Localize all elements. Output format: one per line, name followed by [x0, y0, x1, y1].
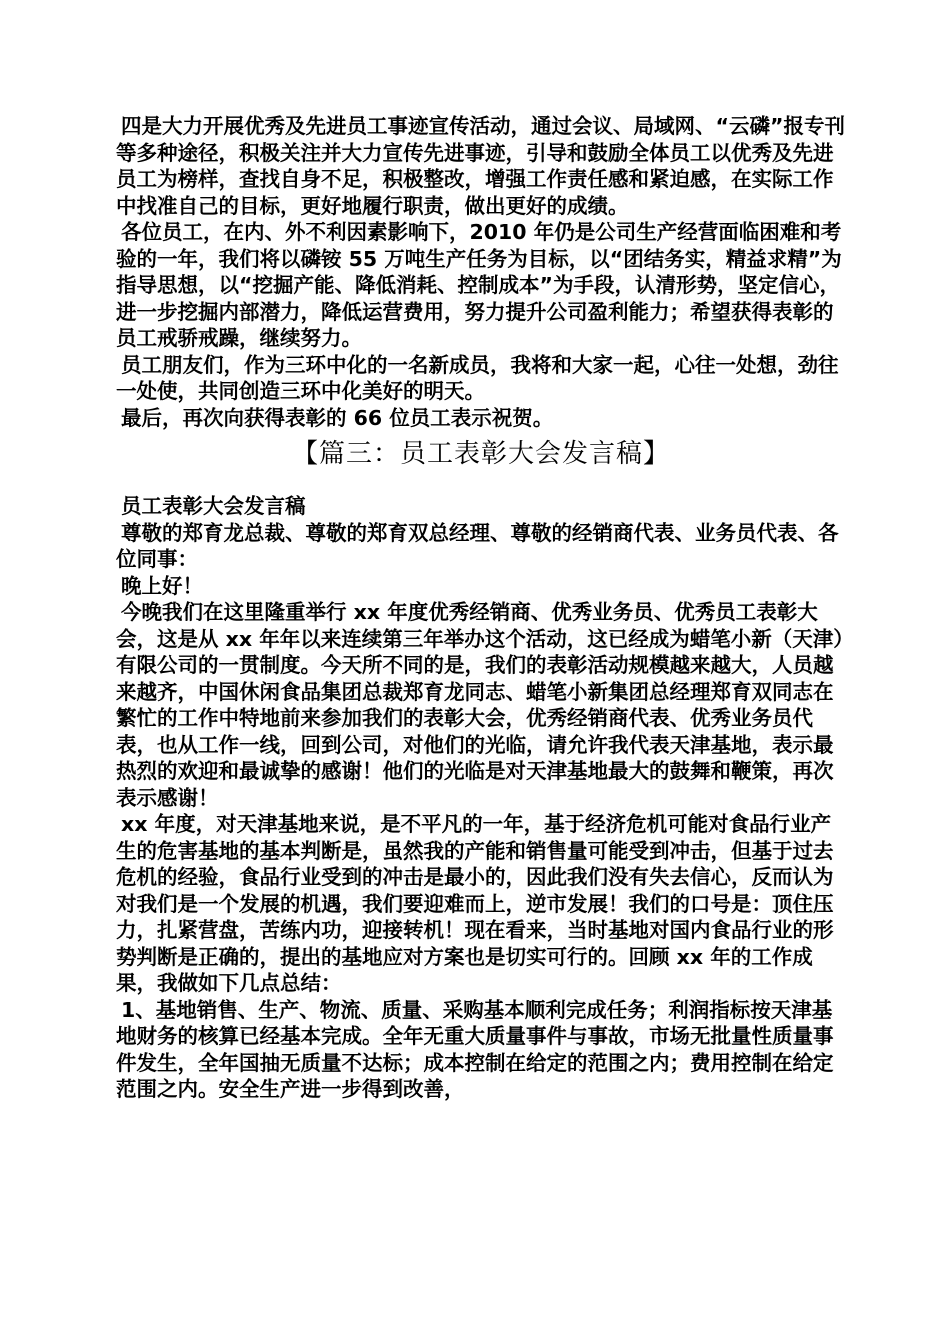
paragraph-year-review: xx 年度，对天津基地来说，是不平凡的一年，基于经济危机可能对食品行业产生的危害基地的基本判断是，虽然我的产能和销售量可能受到冲击，但基于过去危机的经验，食品行业受到的冲击是最小的，因此我们没有失去信心，反而认为对我们是一个发展的机遇，我们要迎难而上，逆市发展！我们的口号是：顶住压力，扎紧营盘，苦练内功，迎接转机！现在看来，当时基地对国内食品行业的形势判断是正确的，提出的基地应对方案也是切实可行的。回顾 xx 年的工作成果，我做如下几点总结： — [116, 812, 834, 995]
paragraph-ceremony-intro: 今晚我们在这里隆重举行 xx 年度优秀经销商、优秀业务员、优秀员工表彰大会，这是从 xx 年年以来连续第三年举办这个活动，这已经成为蜡笔小新（天津）有限公司的一贯制度。今天所不同的是，我们的表彰活动规模越来越大，人员越来越齐，中国休闲食品集团总裁郑育龙同志、蜡笔小新集团总经理郑育双同志在繁忙的工作中特地前来参加我们的表彰大会，优秀经销商代表、优秀业务员代表，也从工作一线，回到公司，对他们的光临，请允许我代表天津基地，表示最热烈的欢迎和最诚挚的感谢！他们的光临是对天津基地最大的鼓舞和鞭策，再次表示感谢！ — [116, 600, 844, 810]
paragraph-2010-outlook: 各位员工，在内、外不利因素影响下，2010 年仍是公司生产经营面临困难和考验的一年，我们将以磷铵 55 万吨生产任务为目标，以“团结务实，精益求精”为指导思想，以“挖掘产能、降低消耗、控制成本”为手段，认清形势，坚定信心，进一步挖掘内部潜力，降低运营费用，努力提升公司盈利能力；希望获得表彰的员工戒骄戒躁，继续努力。 — [116, 220, 842, 350]
paragraph-new-member: 员工朋友们，作为三环中化的一名新成员，我将和大家一起，心往一处想，劲往一处使，共同创造三环中化美好的明天。 — [116, 352, 839, 403]
paragraph-summary-point-1: 1、基地销售、生产、物流、质量、采购基本顺利完成任务；利润指标按天津基地财务的核算已经基本完成。全年无重大质量事件与事故，市场无批量性质量事件发生，全年国抽无质量不达标；成本控制在给定的范围之内；费用控制在给定范围之内。安全生产进一步得到改善， — [116, 997, 834, 1101]
section-heading: 【篇三：员工表彰大会发言稿】 — [291, 439, 670, 469]
paragraph-salutation: 尊敬的郑育龙总裁、尊敬的郑育双总经理、尊敬的经销商代表、业务员代表、各位同事： — [116, 520, 839, 571]
paragraph-greeting: 晚上好！ — [121, 573, 203, 598]
paragraph-congratulations: 最后，再次向获得表彰的 66 位员工表示祝贺。 — [121, 405, 554, 430]
paragraph-promotion-activities: 四是大力开展优秀及先进员工事迹宣传活动，通过会议、局域网、“云磷”报专刊等多种途径，积极关注并大力宣传先进事迹，引导和鼓励全体员工以优秀及先进员工为榜样，查找自身不足，积极整改，增强工作责任感和紧迫感，在实际工作中找准自己的目标，更好地履行职责，做出更好的成绩。 — [116, 114, 845, 218]
document-page — [116, 113, 846, 1103]
speech-title: 员工表彰大会发言稿 — [121, 494, 306, 518]
